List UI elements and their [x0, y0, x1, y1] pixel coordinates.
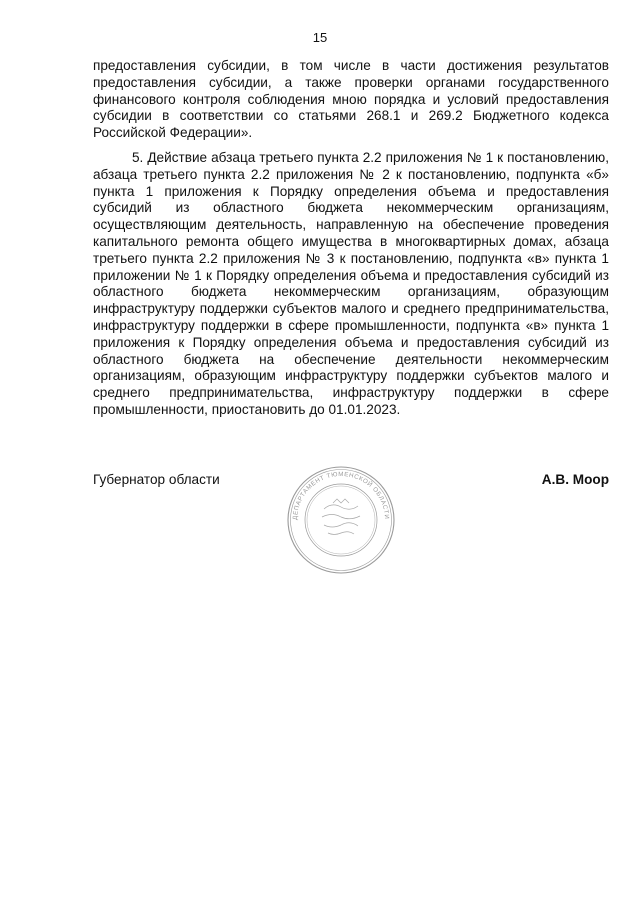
- page-number: 15: [312, 30, 328, 45]
- signer-name: А.В. Моор: [541, 472, 609, 487]
- paragraph-subsidy-control: предоставления субсидии, в том числе в части достижения результатов предоставления субсидии, а также проверки органами государственного финансового контроля соблюдения мною порядка и условий предоставления субсидии в соответствии со статьями 268.1 и 269.2 Бюджетного кодекса Российской Федерации».: [93, 58, 609, 141]
- official-seal-icon: [286, 465, 396, 575]
- svg-text:ДЕПАРТАМЕНТ ТЮМЕНСКОЙ ОБЛАСТИ: [292, 471, 390, 520]
- seal-ring-text: ДЕПАРТАМЕНТ ТЮМЕНСКОЙ ОБЛАСТИ: [291, 470, 391, 521]
- paragraph-suspension-clause: 5. Действие абзаца третьего пункта 2.2 приложения № 1 к постановлению, абзаца третьего пункта 2.2 приложения № 2 к постановлению, подпункта «б» пункта 1 приложения к Порядку определения объема и предоставления субсидий из областного бюджета некоммерческим организациям, осуществляющим деятельность, направленную на обеспечение проведения капитального ремонта общего имущества в многоквартирных домах, абзаца третьего пункта 2.2 приложения № 3 к постановлению, подпункта «в» пункта 1 приложении № 1 к Порядку определения объема и предоставления субсидий из областного бюджета некоммерческим организациям, образующим инфраструктуру поддержки субъектов малого и среднего предпринимательства, инфраструктуру поддержки в сфере промышленности, подпункта «в» пункта 1 приложения к Порядку определения объема и предоставления субсидий из областного бюджета на обеспечение деятельности некоммерческим организациям, образующим инфраструктуру поддержки субъектов малого и среднего предпринимательства, инфраструктуру поддержки в сфере промышленности, приостановить до 01.01.2023.: [93, 150, 609, 417]
- signer-title: Губернатор области: [93, 472, 220, 487]
- signature-block: [93, 465, 609, 575]
